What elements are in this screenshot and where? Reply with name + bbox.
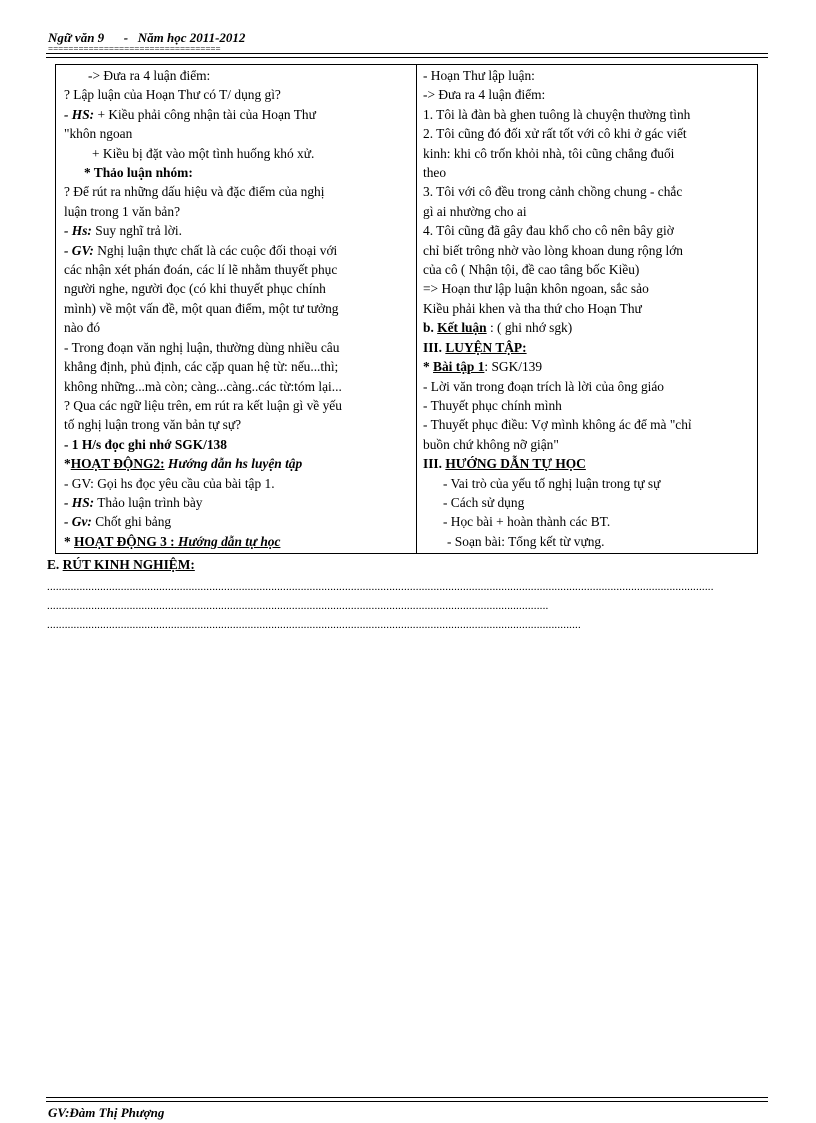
text-line: 4. Tôi cũng đã gây đau khổ cho cô nên bây giờ xyxy=(423,223,674,239)
header-subject: Ngữ văn 9 xyxy=(48,30,105,45)
activity-star: * xyxy=(64,533,75,549)
text-line: không những...mà còn; càng...càng..các từ:tóm lại... xyxy=(64,378,342,394)
exercise-1-heading: Bài tập 1 xyxy=(433,359,485,375)
text-line: 2. Tôi cũng đó đối xử rất tốt với cô khi ở gác viết xyxy=(423,126,687,142)
text-line: "khôn ngoan xyxy=(64,126,133,142)
text-line: luận trong 1 văn bản? xyxy=(64,203,181,219)
group-discussion-label: * Thảo luận nhóm: xyxy=(84,165,193,181)
text-line: - Vai trò của yếu tố nghị luận trong tự sự xyxy=(443,475,661,491)
text-line: của cô ( Nhận tội, đề cao tâng bốc Kiều) xyxy=(423,262,640,278)
text-line: -> Đưa ra 4 luận điểm: xyxy=(88,68,211,83)
activity-star: * xyxy=(64,456,71,472)
text-line: - Cách sử dụng xyxy=(443,494,525,510)
header-equals-rule: ================================== xyxy=(48,44,221,54)
section-e-title: RÚT KINH NGHIỆM: xyxy=(62,557,195,572)
text-line: : SGK/139 xyxy=(484,359,543,375)
self-study-heading: HƯỚNG DẪN TỰ HỌC xyxy=(445,456,586,472)
text-line: chỉ biết trông nhờ vào lòng khoan dung rộng lớn xyxy=(423,242,683,258)
activity-2-heading: HOẠT ĐỘNG2: xyxy=(70,456,165,472)
dotted-line: .................................................................................................................................................................................................................................. xyxy=(47,581,714,593)
activity-2-title: Hướng dẫn hs luyện tập xyxy=(164,456,303,472)
text-line: - Hoạn Thư lập luận: xyxy=(423,68,535,83)
text-line: 1. Tôi là đàn bà ghen tuông là chuyện thường tình xyxy=(423,106,691,122)
text-line: - Trong đoạn văn nghị luận, thường dùng nhiều câu xyxy=(64,339,340,355)
text-line: mình) về một vấn đề, một quan điểm, một tư tưởng xyxy=(64,300,339,316)
header-year: Năm học 2011-2012 xyxy=(137,30,246,45)
text-line: tố nghị luận trong văn bản tự sự? xyxy=(64,417,242,433)
activity-3-heading: HOẠT ĐỘNG 3 : xyxy=(74,533,175,549)
dotted-line: .......................................................................................................................................................................... xyxy=(47,600,549,612)
text-line: Kiều phải khen và tha thứ cho Hoạn Thư xyxy=(423,300,642,316)
text-line: - GV: Gọi hs đọc yêu cầu của bài tập 1. xyxy=(64,475,275,491)
text-line: kinh: khi cô trốn khỏi nhà, tôi cũng chẳng đuổi xyxy=(423,145,675,161)
text-line: theo xyxy=(423,165,447,181)
dotted-line: ..................................................................................................................................................................................... xyxy=(47,619,581,631)
text-line: : ( ghi nhớ sgk) xyxy=(486,320,573,336)
role-label: - GV: xyxy=(64,242,94,258)
text-line: ? Qua các ngữ liệu trên, em rút ra kết luận gì về yếu xyxy=(64,397,342,413)
footer-double-rule xyxy=(46,1097,768,1102)
teacher-activity-column xyxy=(56,65,417,553)
text-line: Nghị luận thực chất là các cuộc đối thoại với xyxy=(93,242,338,258)
text-line: Chốt ghi bảng xyxy=(91,514,172,530)
text-line: -> Đưa ra 4 luận điểm: xyxy=(423,87,546,103)
text-line: ? Lập luận của Hoạn Thư có T/ dụng gì? xyxy=(64,87,281,103)
section-number: III. xyxy=(423,339,442,355)
section-number: III. xyxy=(423,456,442,472)
practice-heading: LUYỆN TẬP: xyxy=(445,339,527,355)
activity-3-title: Hướng dẫn tự học xyxy=(174,533,281,549)
role-label: - HS: xyxy=(64,106,95,122)
text-line: => Hoạn thư lập luận khôn ngoan, sắc sảo xyxy=(423,281,649,297)
text-line: nào đó xyxy=(64,320,101,336)
role-label: - Gv: xyxy=(64,514,92,530)
text-line: + Kiều bị đặt vào một tình huống khó xử. xyxy=(92,145,315,161)
lesson-content-column xyxy=(417,65,757,553)
conclusion-label: b. xyxy=(423,320,434,336)
text-line: - Lời văn trong đoạn trích là lời của ông giáo xyxy=(423,378,664,394)
lessons-learned-heading xyxy=(47,557,195,573)
role-label: - HS: xyxy=(64,494,95,510)
text-line: ? Để rút ra những dấu hiệu và đặc điểm của nghị xyxy=(64,184,325,200)
text-line: gì ai nhường cho ai xyxy=(423,203,527,219)
section-e-number: E. xyxy=(47,557,60,572)
text-line: Thảo luận trình bày xyxy=(94,494,203,510)
role-label: - Hs: xyxy=(64,223,92,239)
lesson-table xyxy=(55,64,758,554)
exercise-star: * xyxy=(423,359,434,375)
header-separator: - xyxy=(123,30,129,45)
text-line: các nhận xét phán đoán, các lí lẽ nhằm thuyết phục xyxy=(64,262,338,278)
text-line: - Học bài + hoàn thành các BT. xyxy=(443,514,611,530)
footer-teacher-name: GV:Đàm Thị Phượng xyxy=(48,1105,165,1120)
text-line: + Kiều phải công nhận tài của Hoạn Thư xyxy=(94,106,316,122)
conclusion-heading: Kết luận xyxy=(437,320,487,336)
text-line: người nghe, người đọc (có khi thuyết phục chính xyxy=(64,281,326,297)
text-line: - 1 H/s đọc ghi nhớ SGK/138 xyxy=(64,436,227,452)
text-line: - Thuyết phục điều: Vợ mình không ác để mà "chỉ xyxy=(423,417,692,433)
text-line: buồn chứ không nỡ giận" xyxy=(423,436,559,452)
text-line: khẳng định, phủ định, các cặp quan hệ từ: nếu...thì; xyxy=(64,359,339,375)
header-double-rule xyxy=(46,53,768,58)
text-line: 3. Tôi với cô đều trong cảnh chồng chung - chắc xyxy=(423,184,683,200)
text-line: - Soạn bài: Tổng kết từ vựng. xyxy=(447,533,605,549)
text-line: - Thuyết phục chính mình xyxy=(423,397,562,413)
text-line: Suy nghĩ trả lời. xyxy=(91,223,182,239)
